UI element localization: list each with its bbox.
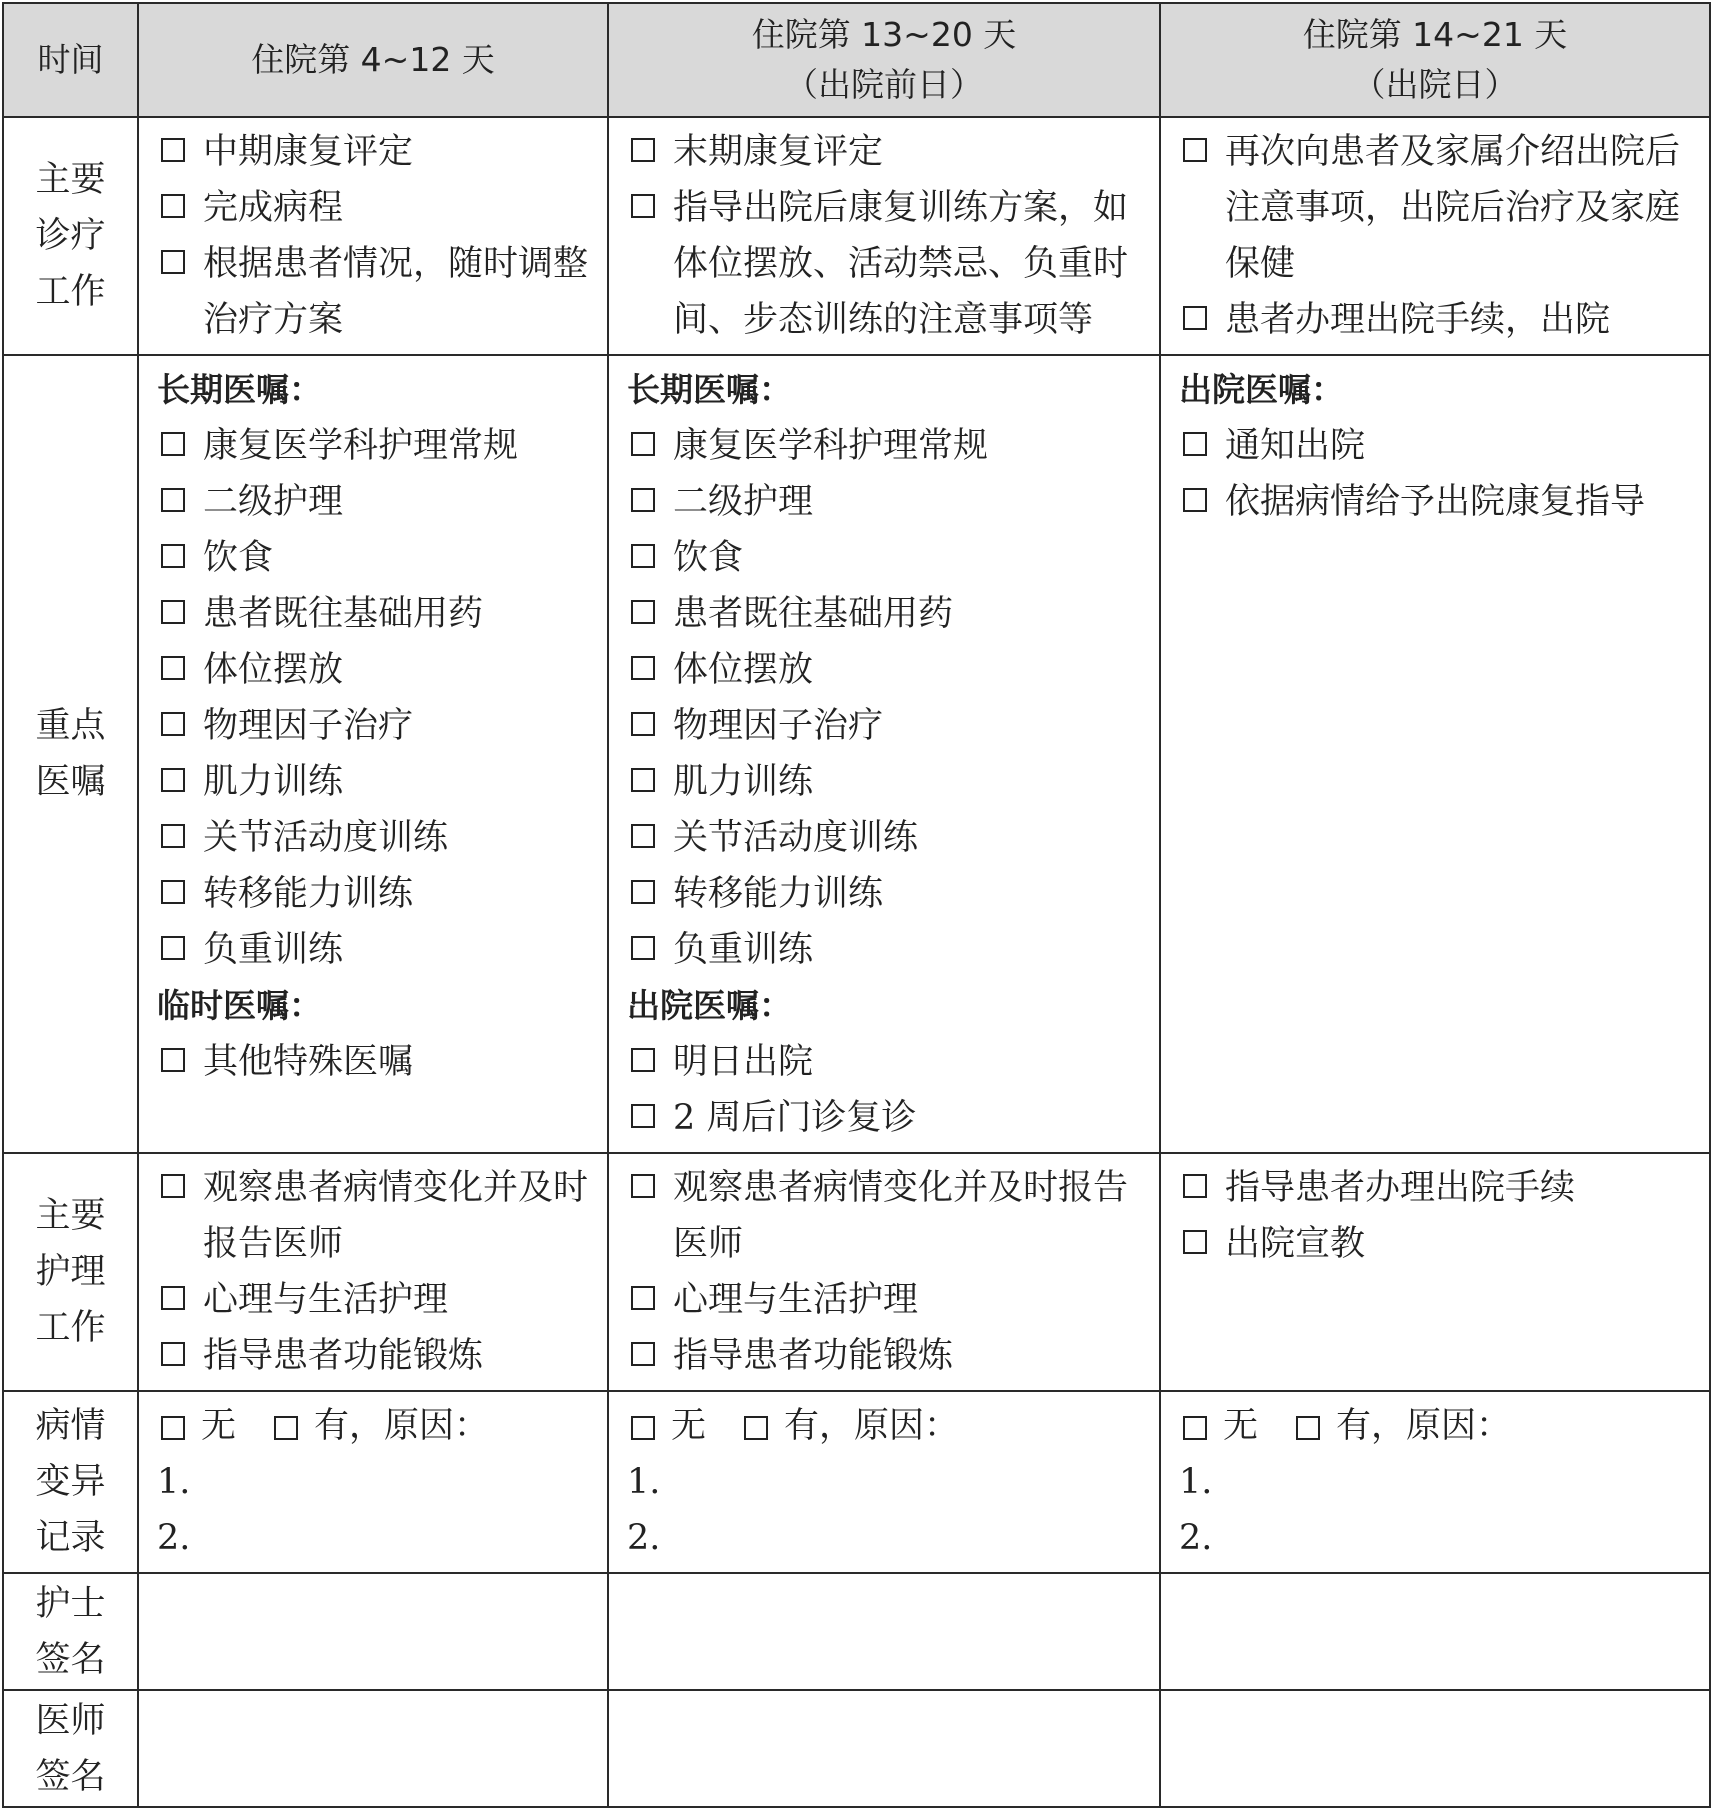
- checklist-item[interactable]: 负重训练: [627, 922, 1141, 978]
- checkbox[interactable]: [631, 1286, 655, 1310]
- checklist-item[interactable]: 饮食: [157, 530, 589, 586]
- checkbox[interactable]: [1183, 1230, 1207, 1254]
- checklist-item[interactable]: 二级护理: [157, 474, 589, 530]
- row-label-diagnosis: 主要 诊疗 工作: [3, 117, 138, 355]
- checklist-item[interactable]: 转移能力训练: [627, 866, 1141, 922]
- clinical-pathway-table: [2, 2, 1711, 1808]
- checkbox[interactable]: [631, 1174, 655, 1198]
- header-time: 时间: [3, 3, 138, 117]
- nurse-signature-a[interactable]: [138, 1573, 608, 1690]
- variation-line-1[interactable]: 1.: [627, 1462, 661, 1502]
- checkbox[interactable]: [161, 194, 185, 218]
- checkbox[interactable]: [161, 712, 185, 736]
- checklist-item[interactable]: 心理与生活护理: [627, 1272, 1141, 1328]
- checklist-item[interactable]: 转移能力训练: [157, 866, 589, 922]
- header-day-13-20: 住院第 13~20 天 （出院前日）: [608, 3, 1160, 117]
- checkbox[interactable]: [161, 1174, 185, 1198]
- checklist-item[interactable]: 关节活动度训练: [627, 810, 1141, 866]
- checkbox[interactable]: [161, 768, 185, 792]
- checkbox[interactable]: [161, 936, 185, 960]
- row-nursing: [3, 1153, 1710, 1391]
- checklist-item[interactable]: 出院宣教: [1179, 1216, 1691, 1272]
- row-variation: [3, 1391, 1710, 1573]
- row-orders: [3, 355, 1710, 1153]
- temporary-orders-title: 临时医嘱：: [157, 986, 322, 1025]
- checklist-item[interactable]: 物理因子治疗: [157, 698, 589, 754]
- checklist-item[interactable]: 观察患者病情变化并及时报告医师: [627, 1160, 1141, 1272]
- checkbox[interactable]: [631, 194, 655, 218]
- checklist-item[interactable]: 其他特殊医嘱: [157, 1034, 589, 1090]
- checkbox[interactable]: [161, 488, 185, 512]
- checkbox[interactable]: [631, 488, 655, 512]
- checkbox[interactable]: [631, 600, 655, 624]
- variation-line-2[interactable]: 2.: [157, 1518, 191, 1558]
- checkbox[interactable]: [161, 432, 185, 456]
- checkbox-yes[interactable]: [1296, 1416, 1320, 1440]
- cell-diagnosis-c: [1160, 117, 1710, 355]
- checklist-item[interactable]: 2 周后门诊复诊: [627, 1090, 1141, 1146]
- row-nurse-sign: [3, 1573, 1710, 1690]
- checklist-item[interactable]: 患者既往基础用药: [627, 586, 1141, 642]
- row-label-doctor-sign: 医师 签名: [3, 1690, 138, 1807]
- header-day-4-12: 住院第 4~12 天: [138, 3, 608, 117]
- checklist-item[interactable]: 指导患者功能锻炼: [627, 1328, 1141, 1384]
- checkbox[interactable]: [631, 1048, 655, 1072]
- checklist-item[interactable]: 心理与生活护理: [157, 1272, 589, 1328]
- row-doctor-sign: [3, 1690, 1710, 1807]
- cell-diagnosis-a: [138, 117, 608, 355]
- checklist-item[interactable]: 饮食: [627, 530, 1141, 586]
- checkbox[interactable]: [161, 544, 185, 568]
- checklist-item[interactable]: 肌力训练: [627, 754, 1141, 810]
- checkbox[interactable]: [631, 1104, 655, 1128]
- nurse-signature-c[interactable]: [1160, 1573, 1710, 1690]
- checklist-item[interactable]: 通知出院: [1179, 418, 1691, 474]
- checkbox[interactable]: [631, 656, 655, 680]
- row-label-orders: 重点 医嘱: [3, 355, 138, 1153]
- checkbox[interactable]: [161, 1286, 185, 1310]
- row-diagnosis: [3, 117, 1710, 355]
- cell-variation-b: [608, 1391, 1160, 1573]
- checklist-item[interactable]: 患者既往基础用药: [157, 586, 589, 642]
- discharge-orders-title: 出院医嘱：: [1179, 370, 1344, 409]
- doctor-signature-c[interactable]: [1160, 1690, 1710, 1807]
- variation-choice: 无 有，原因：: [627, 1398, 1141, 1454]
- cell-diagnosis-b: [608, 117, 1160, 355]
- variation-line-1[interactable]: 1.: [1179, 1462, 1213, 1502]
- checklist-item[interactable]: 根据患者情况，随时调整治疗方案: [157, 236, 589, 348]
- row-label-variation: 病情 变异 记录: [3, 1391, 138, 1573]
- checklist-item[interactable]: 再次向患者及家属介绍出院后注意事项，出院后治疗及家庭保健: [1179, 124, 1691, 292]
- checkbox[interactable]: [1183, 138, 1207, 162]
- checkbox[interactable]: [161, 138, 185, 162]
- row-label-nursing: 主要 护理 工作: [3, 1153, 138, 1391]
- checkbox[interactable]: [631, 712, 655, 736]
- checklist-item[interactable]: 关节活动度训练: [157, 810, 589, 866]
- checkbox[interactable]: [1183, 432, 1207, 456]
- checklist-item[interactable]: 指导患者功能锻炼: [157, 1328, 589, 1384]
- checklist-item[interactable]: 物理因子治疗: [627, 698, 1141, 754]
- row-label-nurse-sign: 护士 签名: [3, 1573, 138, 1690]
- checkbox[interactable]: [161, 1048, 185, 1072]
- doctor-signature-a[interactable]: [138, 1690, 608, 1807]
- cell-orders-b: [608, 355, 1160, 1153]
- checklist-item[interactable]: 二级护理: [627, 474, 1141, 530]
- checkbox[interactable]: [161, 250, 185, 274]
- checklist-item[interactable]: 指导患者办理出院手续: [1179, 1160, 1691, 1216]
- checkbox[interactable]: [161, 880, 185, 904]
- checklist-item[interactable]: 观察患者病情变化并及时报告医师: [157, 1160, 589, 1272]
- checkbox-none[interactable]: [631, 1416, 655, 1440]
- checkbox[interactable]: [631, 1342, 655, 1366]
- checkbox[interactable]: [631, 824, 655, 848]
- checklist-item[interactable]: 末期康复评定: [627, 124, 1141, 180]
- checklist-item[interactable]: 负重训练: [157, 922, 589, 978]
- checkbox[interactable]: [631, 880, 655, 904]
- checkbox-none[interactable]: [161, 1416, 185, 1440]
- variation-line-1[interactable]: 1.: [157, 1462, 191, 1502]
- variation-choice: 无 有，原因：: [1179, 1398, 1691, 1454]
- cell-nursing-c: [1160, 1153, 1710, 1391]
- checkbox[interactable]: [1183, 488, 1207, 512]
- cell-variation-a: [138, 1391, 608, 1573]
- checkbox[interactable]: [631, 768, 655, 792]
- checkbox[interactable]: [161, 1342, 185, 1366]
- discharge-orders-title: 出院医嘱：: [627, 986, 792, 1025]
- cell-variation-c: [1160, 1391, 1710, 1573]
- doctor-signature-b[interactable]: [608, 1690, 1160, 1807]
- cell-orders-a: [138, 355, 608, 1153]
- checkbox[interactable]: [631, 432, 655, 456]
- checkbox[interactable]: [161, 600, 185, 624]
- checklist-item[interactable]: 完成病程: [157, 180, 589, 236]
- checkbox[interactable]: [631, 544, 655, 568]
- variation-choice: 无 有，原因：: [157, 1398, 589, 1454]
- variation-line-2[interactable]: 2.: [1179, 1518, 1213, 1558]
- cell-orders-c: [1160, 355, 1710, 1153]
- checkbox-yes[interactable]: [744, 1416, 768, 1440]
- checklist-item[interactable]: 明日出院: [627, 1034, 1141, 1090]
- checkbox[interactable]: [1183, 1174, 1207, 1198]
- checklist-item[interactable]: 中期康复评定: [157, 124, 589, 180]
- header-row: [3, 3, 1710, 117]
- cell-nursing-b: [608, 1153, 1160, 1391]
- checklist-item[interactable]: 依据病情给予出院康复指导: [1179, 474, 1691, 530]
- checklist-item[interactable]: 体位摆放: [157, 642, 589, 698]
- header-day-14-21: 住院第 14~21 天 （出院日）: [1160, 3, 1710, 117]
- checklist-item[interactable]: 康复医学科护理常规: [627, 418, 1141, 474]
- variation-line-2[interactable]: 2.: [627, 1518, 661, 1558]
- checklist-item[interactable]: 指导出院后康复训练方案，如体位摆放、活动禁忌、负重时间、步态训练的注意事项等: [627, 180, 1141, 348]
- checkbox[interactable]: [1183, 306, 1207, 330]
- checkbox[interactable]: [631, 138, 655, 162]
- nurse-signature-b[interactable]: [608, 1573, 1160, 1690]
- checklist-item[interactable]: 肌力训练: [157, 754, 589, 810]
- long-term-orders-title: 长期医嘱：: [627, 370, 792, 409]
- checkbox[interactable]: [161, 824, 185, 848]
- cell-nursing-a: [138, 1153, 608, 1391]
- checkbox-yes[interactable]: [274, 1416, 298, 1440]
- checklist-item[interactable]: 康复医学科护理常规: [157, 418, 589, 474]
- checkbox-none[interactable]: [1183, 1416, 1207, 1440]
- long-term-orders-title: 长期医嘱：: [157, 370, 322, 409]
- checkbox[interactable]: [161, 656, 185, 680]
- checklist-item[interactable]: 患者办理出院手续，出院: [1179, 292, 1691, 348]
- checklist-item[interactable]: 体位摆放: [627, 642, 1141, 698]
- checkbox[interactable]: [631, 936, 655, 960]
